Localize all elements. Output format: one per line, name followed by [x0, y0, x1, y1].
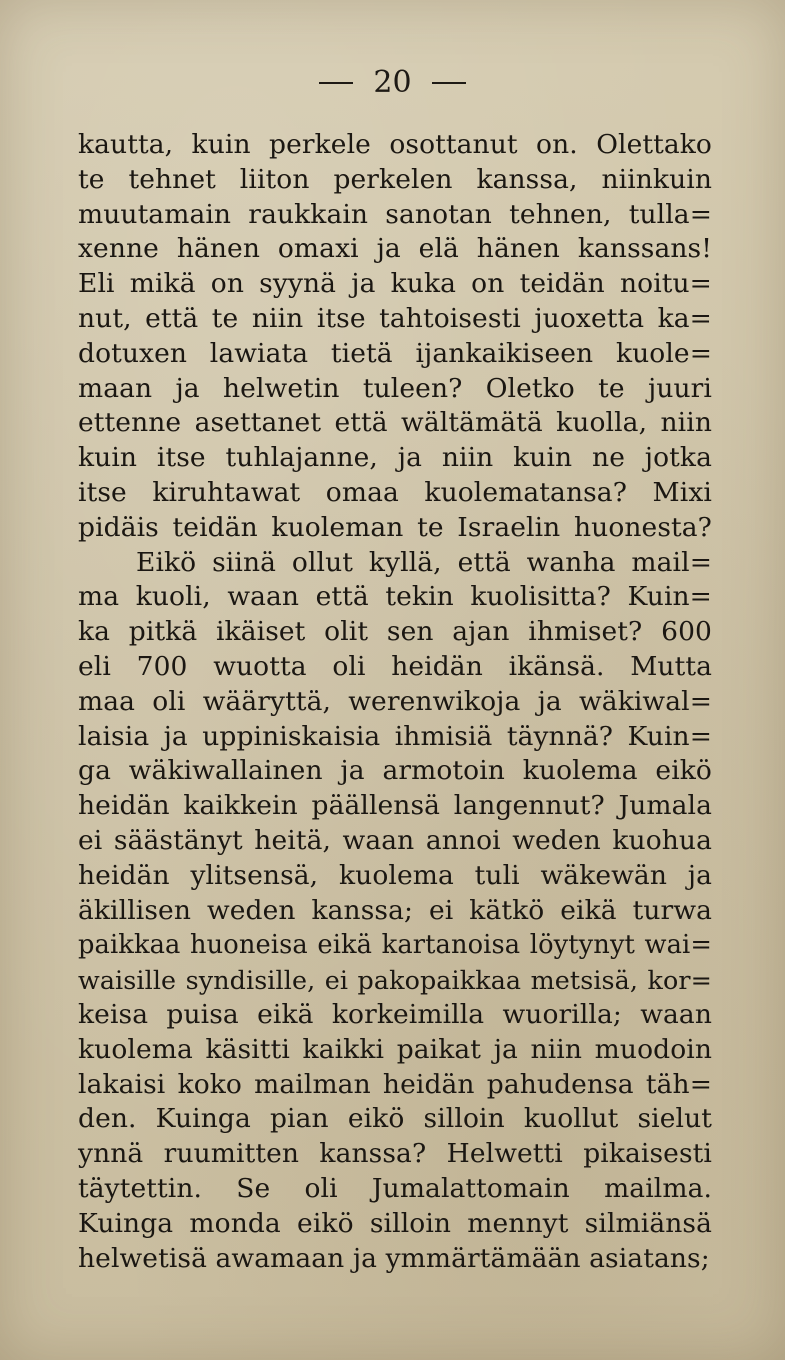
text-line: helwetisä awamaan ja ymmärtämään asiatans; — [78, 1242, 710, 1274]
text-line: Kuinga monda eikö silloin mennyt silmiänsä — [78, 1207, 712, 1239]
text-line: ka pitkä ikäiset olit sen ajan ihmiset? 600 — [78, 616, 712, 648]
page-number: 20 — [373, 65, 412, 100]
text-line-paragraph-start: Eikö siinä ollut kyllä, että wanha mail= — [136, 546, 712, 578]
text-line: heidän kaikkein päällensä langennut? Jumala — [78, 790, 712, 822]
text-line: kuolema käsitti kaikki paikat ja niin muodoin — [78, 1033, 712, 1065]
text-line: maan ja helwetin tuleen? Oletko te juuri — [78, 372, 712, 404]
text-line: ei säästänyt heitä, waan annoi weden kuohua — [78, 824, 712, 856]
text-line: ynnä ruumitten kanssa? Helwetti pikaisesti — [78, 1138, 712, 1170]
header-dash-right — [432, 82, 466, 84]
text-line: maa oli wääryttä, werenwikoja ja wäkiwal= — [78, 685, 712, 717]
text-line: paikkaa huoneisa eikä kartanoisa löytynyt wai= — [78, 930, 712, 961]
text-line: ettenne asettanet että wältämätä kuolla, niin — [78, 407, 712, 439]
text-line: waisille syndisille, ei pakopaikkaa metsisä, kor= — [78, 965, 712, 996]
text-line: kautta, kuin perkele osottanut on. Olettako — [78, 129, 712, 160]
text-line: pidäis teidän kuoleman te Israelin huonesta? — [78, 511, 712, 543]
text-line: eli 700 wuotta oli heidän ikänsä. Mutta — [78, 650, 712, 682]
text-line: itse kiruhtawat omaa kuolematansa? Mixi — [78, 476, 712, 508]
text-line: kuin itse tuhlajanne, ja niin kuin ne jotka — [78, 442, 712, 474]
text-line: xenne hänen omaxi ja elä hänen kanssans! — [78, 233, 712, 265]
text-line: muutamain raukkain sanotan tehnen, tulla= — [78, 198, 712, 230]
page-header — [0, 66, 785, 100]
text-line: täytettin. Se oli Jumalattomain mailma. — [78, 1172, 712, 1204]
text-line: lakaisi koko mailman heidän pahudensa täh= — [78, 1068, 712, 1100]
body-text — [78, 128, 712, 1276]
text-line: ma kuoli, waan että tekin kuolisitta? Kuin= — [78, 581, 712, 613]
text-line: laisia ja uppiniskaisia ihmisiä täynnä? Kuin= — [78, 720, 712, 752]
text-line: dotuxen lawiata tietä ijankaikiseen kuole= — [78, 337, 712, 369]
text-line: te tehnet liiton perkelen kanssa, niinkuin — [78, 163, 712, 195]
text-line: heidän ylitsensä, kuolema tuli wäkewän ja — [78, 859, 712, 891]
text-line: nut, että te niin itse tahtoisesti juoxetta ka= — [78, 302, 712, 334]
header-dash-left — [319, 82, 353, 84]
text-line: ga wäkiwallainen ja armotoin kuolema eikö — [78, 755, 712, 787]
text-line: keisa puisa eikä korkeimilla wuorilla; waan — [78, 998, 712, 1030]
text-line: Eli mikä on syynä ja kuka on teidän noitu= — [78, 268, 712, 300]
text-line: äkillisen weden kanssa; ei kätkö eikä turwa — [78, 894, 712, 926]
text-line: den. Kuinga pian eikö silloin kuollut sielut — [78, 1103, 712, 1135]
